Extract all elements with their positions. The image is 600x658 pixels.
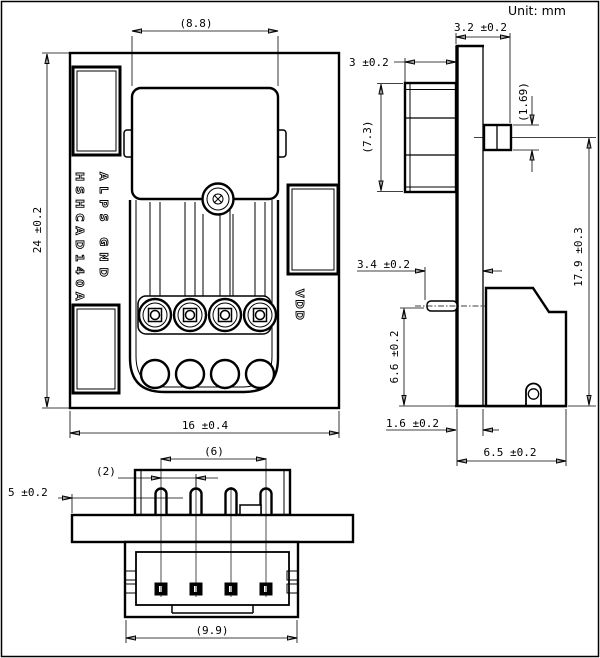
- dim-cover-width: (8.8): [179, 17, 213, 30]
- bottom-view: [8, 445, 353, 643]
- wire-channels: [150, 202, 265, 296]
- dim-pin-to-base: 6.6 ±0.2: [388, 330, 401, 384]
- marking-part-number: HSHCAD140A: [73, 172, 86, 306]
- dim-tab-height: (1.69): [517, 82, 530, 122]
- cover: [132, 88, 278, 199]
- screw-terminals: [139, 299, 276, 331]
- marking-vdd: VDD: [293, 289, 306, 322]
- dim-body-height: (7.3): [361, 120, 374, 154]
- wire-holes: [141, 360, 274, 388]
- top-screw: [203, 184, 234, 215]
- unit-label: Unit: mm: [508, 3, 566, 18]
- dim-width: 16 ±0.4: [181, 419, 229, 432]
- front-view: [31, 17, 339, 438]
- side-view: [349, 21, 596, 466]
- dim-plate-thickness: 1.6 ±0.2: [386, 417, 439, 430]
- dim-pin-height: 5 ±0.2: [8, 486, 48, 499]
- polarity-key: [240, 505, 261, 515]
- dim-body-offset: 3 ±0.2: [349, 56, 389, 69]
- dim-base-depth: 6.5 ±0.2: [483, 446, 537, 459]
- dim-pin-span: (6): [204, 445, 224, 458]
- flange: [72, 515, 353, 542]
- dim-head-width: 3.2 ±0.2: [454, 21, 507, 34]
- dim-overall-height: 17.9 ±0.3: [572, 227, 585, 287]
- dim-shroud-width: (9.9): [195, 624, 229, 637]
- marking-brand-gnd: ALPS GND: [97, 172, 110, 283]
- dim-pin-pitch: (2): [96, 465, 116, 478]
- dim-pin-length: 3.4 ±0.2: [357, 258, 410, 271]
- dim-height: 24 ±0.2: [31, 206, 44, 254]
